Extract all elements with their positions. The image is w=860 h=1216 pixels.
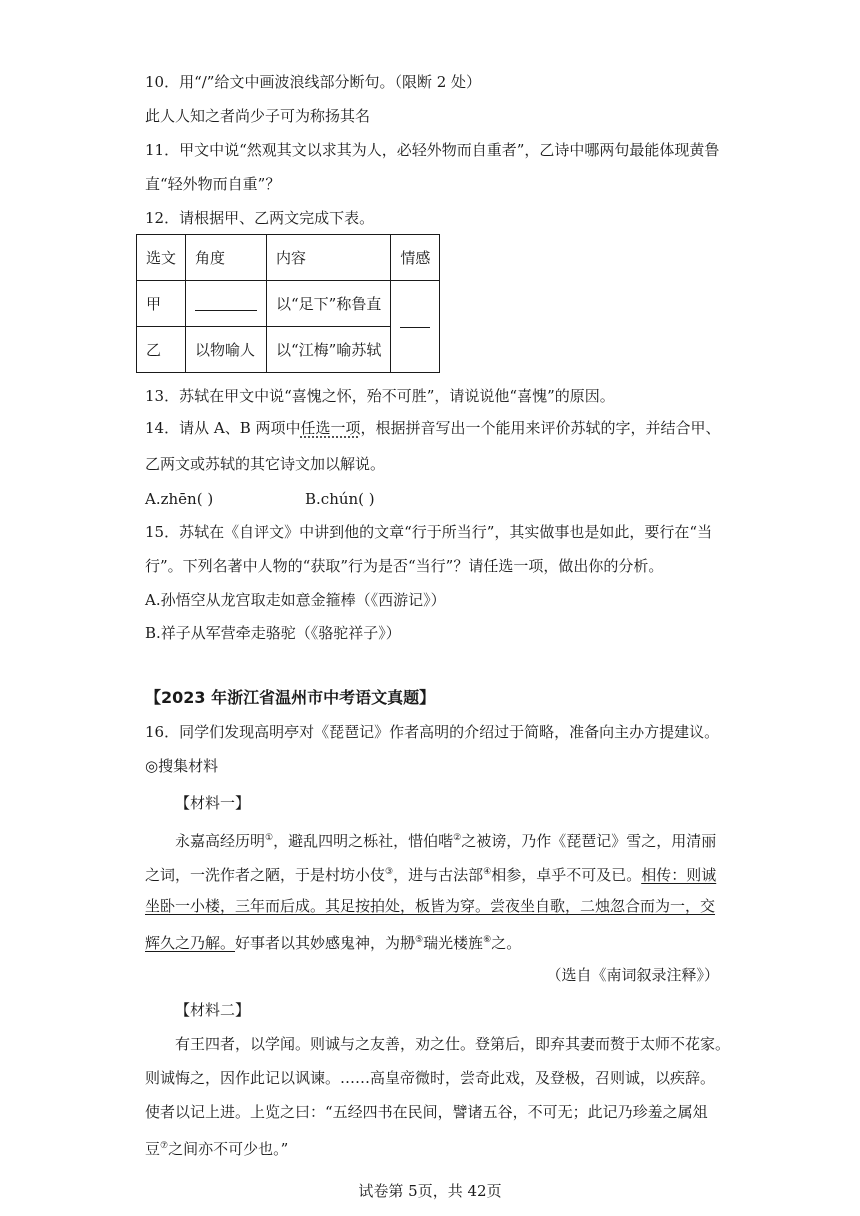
answer-table xyxy=(136,234,440,373)
question-10-sentence: 此人人知之者尚少子可为称扬其名 xyxy=(145,107,371,125)
q14-pre: 14．请从 A、B 两项中 xyxy=(145,419,301,437)
table-cell: 以“足下”称鲁直 xyxy=(267,281,391,327)
option-b: B.chún( ) xyxy=(305,490,375,508)
page-footer: 试卷第 5页，共 42页 xyxy=(358,1182,502,1200)
underlined-text: 相传：则诚 xyxy=(641,866,717,884)
table-header-cell: 情感 xyxy=(391,235,440,281)
table-cell: 以“江梅”喻苏轼 xyxy=(267,327,391,373)
text: 之。 xyxy=(491,934,522,952)
question-10: 10．用“/”给文中画波浪线部分断句。（限断 2 处） xyxy=(145,73,482,91)
table-cell: 以物喻人 xyxy=(186,327,267,373)
table-cell-emotion[interactable] xyxy=(391,281,440,373)
fill-blank[interactable] xyxy=(400,327,430,328)
table-cell-blank[interactable] xyxy=(186,281,267,327)
text: ，避乱四明之栎社，惜伯喈 xyxy=(273,832,454,850)
question-14-line2: 乙两文或苏轼的其它诗文加以解说。 xyxy=(145,455,386,473)
text: 好事者以其妙感鬼神，为刱 xyxy=(235,934,416,952)
footnote-ref: ⑥ xyxy=(483,935,492,945)
section-title: 【2023 年浙江省温州市中考语文真题】 xyxy=(145,688,436,707)
footnote-ref: ① xyxy=(265,833,274,843)
material2-label: 【材料二】 xyxy=(175,1001,251,1019)
table-cell: 甲 xyxy=(137,281,186,327)
table-header-cell: 选文 xyxy=(137,235,186,281)
q14-emphasis: 任选一项 xyxy=(300,419,361,437)
footnote-ref: ⑤ xyxy=(415,935,424,945)
text: ，进与古法部 xyxy=(393,866,484,884)
text: 瑞光楼旌 xyxy=(423,934,484,952)
underlined-text: 辉久之乃解。 xyxy=(145,934,236,952)
question-14-line1 xyxy=(145,418,721,438)
table-header-cell: 角度 xyxy=(186,235,267,281)
footnote-ref: ④ xyxy=(483,867,492,877)
material1-line2 xyxy=(145,862,716,885)
question-15-line2: 行”。下列名著中人物的“获取”行为是否“当行”？请任选一项，做出你的分析。 xyxy=(145,557,664,575)
text: 相参，卓乎不可及已。 xyxy=(491,866,642,884)
table-header-row xyxy=(137,235,440,281)
table-header-cell: 内容 xyxy=(267,235,391,281)
fill-blank[interactable] xyxy=(195,294,257,311)
material1-line3: 坐卧一小楼，三年而后成。其足按拍处，板皆为穿。尝夜坐自歌，二烛忽合而为一，交 xyxy=(145,897,716,915)
text: 永嘉高经历明 xyxy=(175,832,266,850)
option-a: A.zhēn( ) xyxy=(145,490,214,508)
material1-label: 【材料一】 xyxy=(175,794,251,812)
text: 豆 xyxy=(145,1140,161,1158)
material1-source: （选自《南词叙录注释》） xyxy=(546,966,719,984)
text: 之被谤，乃作《琵琶记》雪之，用清丽 xyxy=(461,832,717,850)
q14-post: ，根据拼音写出一个能用来评价苏轼的字，并结合甲、 xyxy=(360,419,721,437)
question-16-line2: ◎搜集材料 xyxy=(145,757,219,775)
text: 之词，一洗作者之陋，于是村坊小伎 xyxy=(145,866,386,884)
material2-line3: 使者以记上进。上览之曰：“五经四书在民间，譬诸五谷，不可无；此记乃珍羞之属俎 xyxy=(145,1103,708,1121)
material1-line1 xyxy=(175,828,716,851)
material1-line4 xyxy=(145,930,521,953)
option-b: B.祥子从军营牵走骆驼（《骆驼祥子》） xyxy=(145,624,401,642)
question-13: 13．苏轼在甲文中说“喜愧之怀，殆不可胜”，请说说他“喜愧”的原因。 xyxy=(145,387,615,405)
material2-line1: 有王四者，以学闻。则诚与之友善，劝之仕。登第后，即弃其妻而赘于太师不花家。 xyxy=(175,1035,731,1053)
question-11-line1: 11．甲文中说“然观其文以求其为人，必轻外物而自重者”，乙诗中哪两句最能体现黄鲁 xyxy=(145,141,720,159)
footnote-ref: ⑦ xyxy=(160,1141,169,1151)
footnote-ref: ② xyxy=(453,833,462,843)
text: 之间亦不可少也。” xyxy=(168,1140,289,1158)
footnote-ref: ③ xyxy=(385,867,394,877)
option-a: A.孙悟空从龙宫取走如意金箍棒（《西游记》） xyxy=(145,591,446,609)
question-15-line1: 15．苏轼在《自评文》中讲到他的文章“行于所当行”，其实做事也是如此，要行在“当 xyxy=(145,523,713,541)
table-row xyxy=(137,281,440,327)
question-12: 12．请根据甲、乙两文完成下表。 xyxy=(145,209,375,227)
table-cell: 乙 xyxy=(137,327,186,373)
question-11-line2: 直“轻外物而自重”？ xyxy=(145,175,281,193)
material2-line4 xyxy=(145,1136,288,1159)
question-16-line1: 16．同学们发现高明亭对《琵琶记》作者高明的介绍过于简略，准备向主办方提建议。 xyxy=(145,723,720,741)
material2-line2: 则诚悔之，因作此记以讽谏。……高皇帝微时，尝奇此戏，及登极，召则诚，以疾辞。 xyxy=(145,1069,716,1087)
